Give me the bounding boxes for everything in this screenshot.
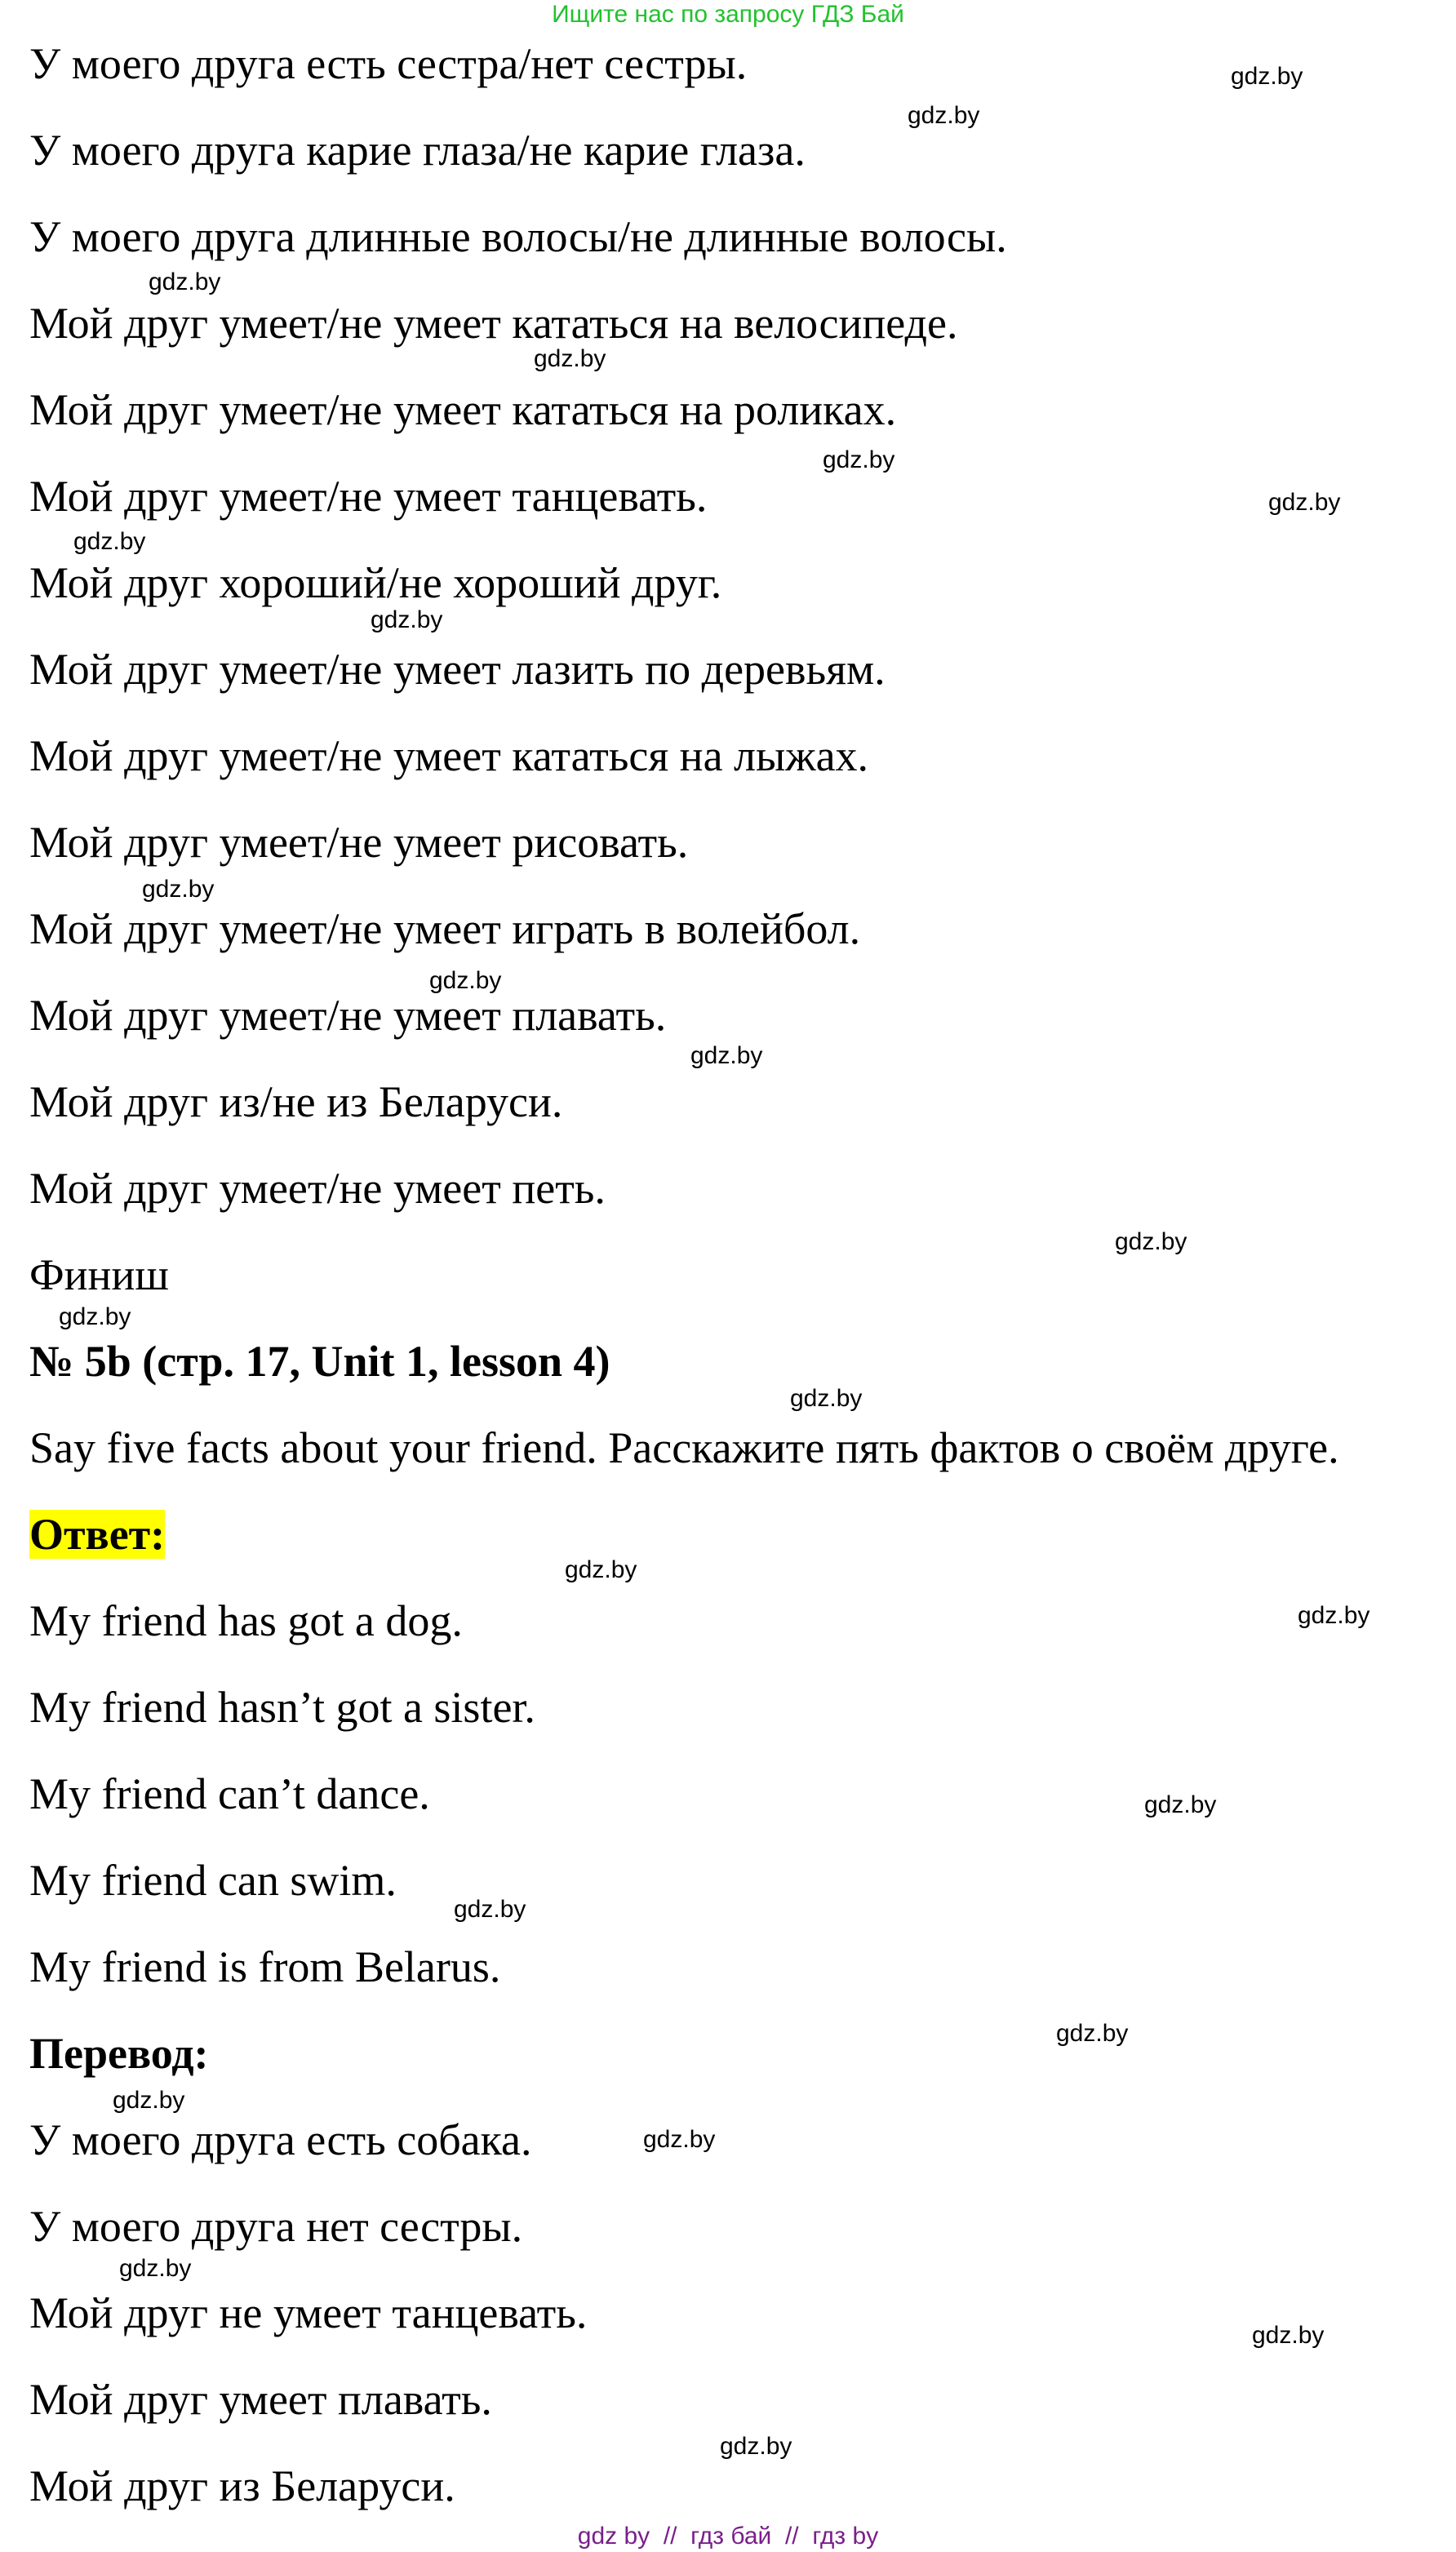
text-line: Мой друг умеет/не умеет плавать. <box>29 991 667 1040</box>
text-line: Мой друг умеет/не умеет рисовать. <box>29 818 689 867</box>
watermark: gdz.by <box>142 876 215 903</box>
watermark: gdz.by <box>371 606 443 633</box>
watermark: gdz.by <box>908 102 980 129</box>
answer-line: My friend hasn’t got a sister. <box>29 1683 535 1732</box>
text-line: Мой друг умеет/не умеет кататься на лыжах. <box>29 731 869 780</box>
text-line: Мой друг хороший/не хороший друг. <box>29 558 722 607</box>
watermark: gdz.by <box>454 1896 526 1923</box>
watermark: gdz.by <box>119 2255 192 2282</box>
watermark: gdz.by <box>1231 63 1303 90</box>
top-banner: Ищите нас по запросу ГДЗ Бай <box>552 1 904 28</box>
watermark: gdz.by <box>790 1385 863 1412</box>
translation-line: У моего друга есть собака. <box>29 2115 532 2164</box>
text-line: Мой друг умеет/не умеет играть в волейбол. <box>29 904 861 953</box>
translation-line: У моего друга нет сестры. <box>29 2202 523 2251</box>
answer-label: Ответ: <box>29 1510 166 1559</box>
text-line: Мой друг умеет/не умеет кататься на роликах. <box>29 385 897 434</box>
watermark: gdz.by <box>1056 2020 1129 2047</box>
text-line: Мой друг умеет/не умеет лазить по деревьям. <box>29 645 886 694</box>
translation-line: Мой друг не умеет танцевать. <box>29 2288 588 2337</box>
watermark: gdz.by <box>643 2126 716 2153</box>
watermark: gdz.by <box>1115 1228 1187 1255</box>
text-line: Мой друг умеет/не умеет танцевать. <box>29 472 708 521</box>
text-line: Мой друг умеет/не умеет петь. <box>29 1164 606 1213</box>
watermark: gdz.by <box>149 269 221 295</box>
text-line: У моего друга длинные волосы/не длинные волосы. <box>29 212 1007 261</box>
text-line-finish: Финиш <box>29 1250 169 1299</box>
watermark: gdz.by <box>823 446 895 473</box>
answer-line: My friend can swim. <box>29 1856 397 1905</box>
text-line: Мой друг из/не из Беларуси. <box>29 1077 563 1126</box>
watermark: gdz.by <box>565 1556 637 1583</box>
watermark: gdz.by <box>1298 1602 1370 1629</box>
task-heading: № 5b (стр. 17, Unit 1, lesson 4) <box>29 1337 610 1386</box>
text-line: У моего друга карие глаза/не карие глаза. <box>29 126 806 175</box>
footer-watermark: gdz by // гдз бай // гдз by <box>577 2523 879 2550</box>
watermark: gdz.by <box>113 2087 185 2114</box>
translation-line: Мой друг из Беларуси. <box>29 2461 455 2510</box>
task-prompt: Say five facts about your friend. Расскажите пять фактов о своём друге. <box>29 1423 1339 1472</box>
translation-label: Перевод: <box>29 2029 209 2078</box>
text-line: Мой друг умеет/не умеет кататься на велосипеде. <box>29 299 958 348</box>
answer-line: My friend has got a dog. <box>29 1596 463 1645</box>
translation-line: Мой друг умеет плавать. <box>29 2375 492 2424</box>
watermark: gdz.by <box>429 967 502 994</box>
watermark: gdz.by <box>59 1303 131 1330</box>
watermark: gdz.by <box>690 1042 763 1069</box>
watermark: gdz.by <box>73 528 146 555</box>
watermark: gdz.by <box>1144 1791 1217 1818</box>
watermark: gdz.by <box>534 345 606 372</box>
answer-label-line <box>29 1508 165 1560</box>
watermark: gdz.by <box>1252 2322 1325 2349</box>
answer-line: My friend is from Belarus. <box>29 1942 501 1991</box>
answer-line: My friend can’t dance. <box>29 1769 430 1818</box>
watermark: gdz.by <box>720 2433 792 2460</box>
watermark: gdz.by <box>1268 489 1341 516</box>
text-line: У моего друга есть сестра/нет сестры. <box>29 39 748 88</box>
